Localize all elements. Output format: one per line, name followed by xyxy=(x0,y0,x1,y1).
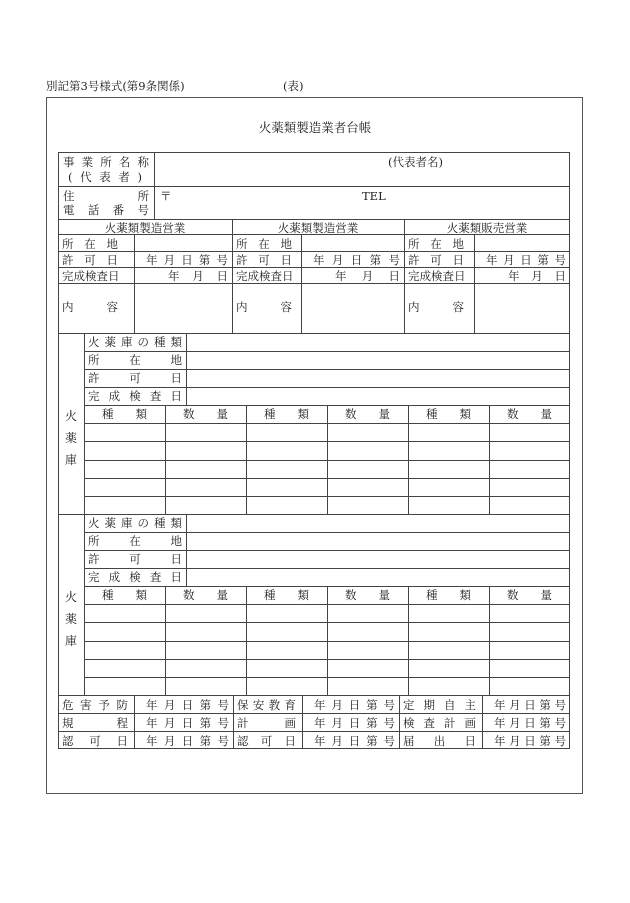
footer-label: 規程 xyxy=(62,716,128,730)
magazine-type-label: 火薬庫の種類 xyxy=(88,335,182,349)
footer-date-value: 年月日第号 xyxy=(314,716,395,730)
row-rule xyxy=(58,186,570,187)
row-rule xyxy=(58,333,570,334)
column-rule xyxy=(134,234,135,333)
magazine-location-label: 所在地 xyxy=(88,534,182,548)
footer-date-value: 年月日第号 xyxy=(494,698,566,712)
page-title: 火薬類製造業者台帳 xyxy=(258,120,372,135)
footer-date-value: 年月日第号 xyxy=(494,716,566,730)
footer-label: 定期自主 xyxy=(403,698,476,712)
tel-label: TEL xyxy=(362,189,386,203)
row-rule xyxy=(58,219,570,220)
section-heading: 火薬類販売営業 xyxy=(446,221,528,235)
column-rule xyxy=(327,586,328,695)
column-rule xyxy=(302,695,303,749)
column-rule xyxy=(246,405,247,514)
row-rule xyxy=(58,514,570,515)
footer-date-value: 年月日第号 xyxy=(146,734,229,748)
quantity-column-header: 数量 xyxy=(345,588,390,602)
column-rule xyxy=(165,586,166,695)
magazine-location-label: 所在地 xyxy=(88,353,182,367)
completion-date-value: 年月日 xyxy=(508,269,566,283)
magazine-inspection-label: 完成検査日 xyxy=(88,389,182,403)
phone-label: 電話番号 xyxy=(63,203,149,217)
footer-label: 届出日 xyxy=(403,734,476,748)
business-name-label: 事業所名称 xyxy=(63,155,149,169)
completion-date-value: 年月日 xyxy=(168,269,228,283)
column-rule xyxy=(246,586,247,695)
magazine-permit-label: 許可日 xyxy=(88,552,182,566)
location-label: 所在地 xyxy=(62,237,118,251)
footer-label: 認可日 xyxy=(62,734,128,748)
permit-date-value: 年月日第号 xyxy=(486,253,566,267)
content-label: 内容 xyxy=(62,300,118,314)
content-label: 内容 xyxy=(408,300,464,314)
permit-date-label: 許可日 xyxy=(408,253,464,267)
row-rule xyxy=(84,351,570,352)
location-label: 所在地 xyxy=(236,237,292,251)
permit-date-value: 年月日第号 xyxy=(146,253,228,267)
column-rule xyxy=(399,695,400,749)
quantity-column-header: 数量 xyxy=(183,407,228,421)
magazine-type-label: 火薬庫の種類 xyxy=(88,516,182,530)
type-column-header: 種類 xyxy=(264,588,309,602)
quantity-column-header: 数量 xyxy=(345,407,390,421)
section-heading: 火薬類製造営業 xyxy=(104,221,186,235)
completion-date-value: 年月日 xyxy=(335,269,400,283)
column-rule xyxy=(233,695,234,749)
completion-inspection-label: 完成検査日 xyxy=(408,269,466,283)
column-rule xyxy=(232,219,233,333)
row-rule xyxy=(84,550,570,551)
permit-date-label: 許可日 xyxy=(62,253,118,267)
representative-name-label: (代表者名) xyxy=(388,155,443,169)
magazine-side-label: 火薬庫 xyxy=(65,409,78,467)
magazine-permit-label: 許可日 xyxy=(88,371,182,385)
footer-date-value: 年月日第号 xyxy=(146,716,229,730)
type-column-header: 種類 xyxy=(426,588,471,602)
column-rule xyxy=(301,234,302,333)
quantity-column-header: 数量 xyxy=(183,588,228,602)
permit-date-label: 許可日 xyxy=(236,253,292,267)
completion-inspection-label: 完成検査日 xyxy=(236,269,294,283)
address-label: 住所 xyxy=(63,189,149,203)
permit-date-value: 年月日第号 xyxy=(313,253,400,267)
completion-inspection-label: 完成検査日 xyxy=(62,269,120,283)
footer-date-value: 年月日第号 xyxy=(314,734,395,748)
column-rule xyxy=(489,405,490,514)
column-rule xyxy=(154,152,155,219)
footer-date-value: 年月日第号 xyxy=(314,698,395,712)
magazine-side-label: 火薬庫 xyxy=(65,590,78,648)
row-rule xyxy=(84,532,570,533)
footer-label: 保安教育 xyxy=(237,698,296,712)
column-rule xyxy=(404,219,405,333)
column-rule xyxy=(408,586,409,695)
content-label: 内容 xyxy=(236,300,292,314)
magazine-inspection-label: 完成検査日 xyxy=(88,570,182,584)
footer-label: 計画 xyxy=(237,716,296,730)
column-rule xyxy=(165,405,166,514)
quantity-column-header: 数量 xyxy=(507,407,552,421)
side-label: (表) xyxy=(283,79,304,93)
representative-label: (代表者) xyxy=(68,170,142,184)
row-rule xyxy=(84,568,570,569)
type-column-header: 種類 xyxy=(102,407,147,421)
type-column-header: 種類 xyxy=(264,407,309,421)
column-rule xyxy=(408,405,409,514)
footer-date-value: 年月日第号 xyxy=(494,734,566,748)
column-rule xyxy=(327,405,328,514)
postal-mark: 〒 xyxy=(160,189,172,203)
footer-label: 危害予防 xyxy=(62,698,128,712)
type-column-header: 種類 xyxy=(102,588,147,602)
location-label: 所在地 xyxy=(408,237,464,251)
column-rule xyxy=(134,695,135,749)
footer-label: 検査計画 xyxy=(403,716,476,730)
row-rule xyxy=(84,387,570,388)
section-heading: 火薬類製造営業 xyxy=(277,221,359,235)
quantity-column-header: 数量 xyxy=(507,588,552,602)
column-rule xyxy=(474,234,475,333)
form-number: 別記第3号様式(第9条関係) xyxy=(46,79,185,93)
column-rule xyxy=(489,586,490,695)
footer-date-value: 年月日第号 xyxy=(146,698,229,712)
row-rule xyxy=(84,369,570,370)
footer-label: 認可日 xyxy=(237,734,296,748)
column-rule xyxy=(482,695,483,749)
type-column-header: 種類 xyxy=(426,407,471,421)
